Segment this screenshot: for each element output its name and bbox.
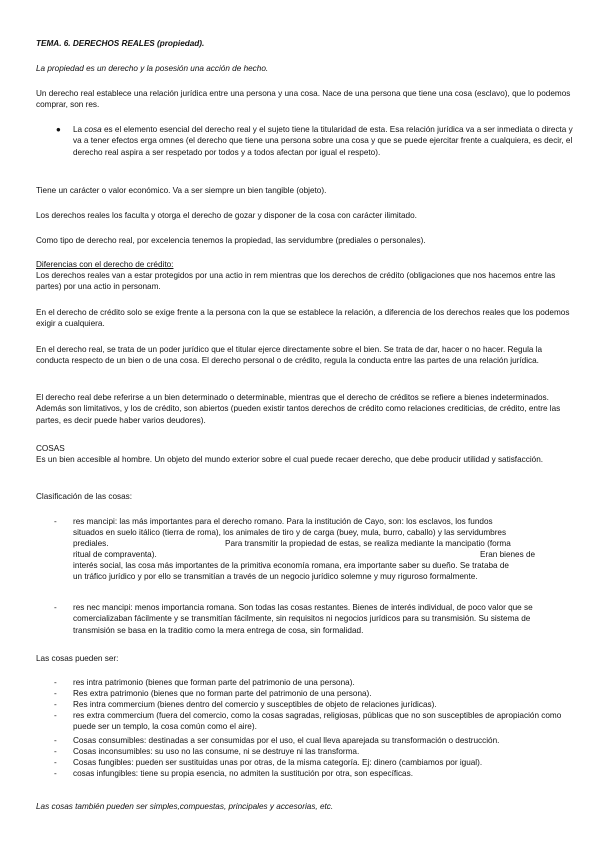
list-item: res extra commercium (fuera del comercio, como la cosas sagradas, religiosas, públicas que no son susceptibles de apropiación como puede ser un templo, la cosa común como el aire). [73, 711, 562, 732]
bullet-dot: ● [56, 125, 61, 134]
dash-bullet: - [54, 758, 57, 767]
dash-bullet: - [54, 700, 57, 709]
dash-bullet: - [54, 678, 57, 687]
bullet-cosa-paragraph: La cosa es el elemento esencial del derecho real y el sujeto tiene la titularidad de esta. Esa relación jurídica va a ser inmediata o directa y va a tener efectos erga omnes (el derecho que tiene una persona sobre una cosa y que se puede ejercitar frente a cualquiera, es decir, el derecho real aspira a ser respetado por todos y a todos afectan por igual el respeto). [73, 125, 573, 157]
list-item: Cosas inconsumibles: su uso no las consume, ni se destruye ni las transforma. [73, 747, 360, 756]
document-title: TEMA. 6. DERECHOS REALES (propiedad). [36, 39, 205, 48]
list-item: Cosas consumibles: destinadas a ser consumidas por el uso, el cual lleva aparejada su transformación o destrucción. [73, 736, 500, 745]
heading-classification: Clasificación de las cosas: [36, 492, 133, 501]
paragraph-real-right: Un derecho real establece una relación jurídica entre una persona y una cosa. Nace de una persona que tiene una cosa (esclavo), que lo podemos comprar, son res. [36, 89, 571, 110]
paragraph-credit-right: En el derecho de crédito solo se exige frente a la persona con la que se establece la relación, a diferencia de los derechos reales que los podemos exigir a cualquiera. [36, 308, 570, 329]
heading-differences: Diferencias con el derecho de crédito: [36, 260, 174, 269]
paragraph-cosas-definition: Es un bien accesible al hombre. Un objeto del mundo exterior sobre el cual puede recaer derecho, que debe producir utilidad y satisfacción. [36, 455, 544, 464]
paragraph-facultades: Los derechos reales los faculta y otorga el derecho de gozar y disponer de la cosa con carácter ilimitado. [36, 211, 417, 220]
dash-bullet: - [54, 736, 57, 745]
dash-bullet: - [54, 711, 57, 720]
paragraph-economic-value: Tiene un carácter o valor económico. Va a ser siempre un bien tangible (objeto). [36, 186, 327, 195]
dash-bullet: - [54, 517, 57, 526]
res-mancipi-line: ritual de compraventa). [73, 550, 157, 559]
res-mancipi-line: un tráfico jurídico y por ello se transmitían a través de un negocio jurídico solemne y muy riguroso formalmente. [73, 572, 478, 581]
res-mancipi-line: interés social, las cosa más importantes de la primitiva economía romana, era importante saber su dueño. Se trataba de [73, 561, 509, 570]
final-italic-note: Las cosas también pueden ser simples,compuestas, principales y accesorias, etc. [36, 802, 334, 811]
paragraph-property-types: Como tipo de derecho real, por excelencia tenemos la propiedad, las servidumbre (prediales o personales). [36, 236, 426, 245]
res-mancipi-line: situados en suelo itálico (tierra de roma), los animales de tiro y de carga (buey, mula, burro, caballo) y las servidumbres [73, 528, 507, 537]
dash-bullet: - [54, 769, 57, 778]
paragraph-actio: Los derechos reales van a estar protegidos por una actio in rem mientras que los derechos de crédito (obligaciones que nos hacemos entre las partes) por una actio in personam. [36, 271, 556, 292]
list-item: Res extra patrimonio (bienes que no forman parte del patrimonio de una persona). [73, 689, 372, 698]
dash-bullet: - [54, 689, 57, 698]
paragraph-juridical-power: En el derecho real, se trata de un poder jurídico que el titular ejerce directamente sobre el bien. Se trata de dar, hacer o no hacer. Regula la conducta respecto de un bien o de una cosa. El derecho personal o de crédito, regula la conducta entre las partes de una relación jurídica. [36, 345, 543, 366]
paragraph-determined-goods: El derecho real debe referirse a un bien determinado o determinable, mientras que el derecho de créditos se refiere a bienes indeterminados. Además son limitativos, y los de crédito, son abiertos (pueden existir tantos derechos de crédito como relaciones crediticias, de crédito, entre las partes, es decir puede haber varios deudores). [36, 393, 561, 425]
list-item: res intra patrimonio (bienes que forman parte del patrimonio de una persona). [73, 678, 355, 687]
dash-bullet: - [54, 747, 57, 756]
res-mancipi-line: Para transmitir la propiedad de estas, se realiza mediante la mancipatio (forma [225, 539, 511, 548]
intro-italic: La propiedad es un derecho y la posesión una acción de hecho. [36, 64, 269, 73]
list-item: cosas infungibles: tiene su propia esencia, no admiten la sustitución por otra, son específicas. [73, 769, 413, 778]
res-nec-mancipi-text: res nec mancipi: menos importancia romana. Son todas las cosas restantes. Bienes de interés individual, de poco valor que se comercializaban fácilmente y se transmitían fácilmente, sin requisitos ni negocios jurídicos para su transmisión. Su sistema de transmisión se basa en la traditio como la mera entrega de cosa, sin formalidad. [73, 603, 533, 635]
heading-cosas: COSAS [36, 444, 65, 453]
res-mancipi-line: Eran bienes de [480, 550, 536, 559]
dash-bullet: - [54, 603, 57, 612]
list-item: Res intra commercium (bienes dentro del comercio y susceptibles de objeto de relaciones jurídicas). [73, 700, 437, 709]
res-mancipi-line: prediales. [73, 539, 109, 548]
list-item: Cosas fungibles: pueden ser sustituidas unas por otras, de la misma categoría. Ej: dinero (cambiamos por igual). [73, 758, 483, 767]
heading-pueden-ser: Las cosas pueden ser: [36, 654, 119, 663]
res-mancipi-line: res mancipi: las más importantes para el derecho romano. Para la institución de Cayo, son: los esclavos, los fundos [73, 517, 493, 526]
